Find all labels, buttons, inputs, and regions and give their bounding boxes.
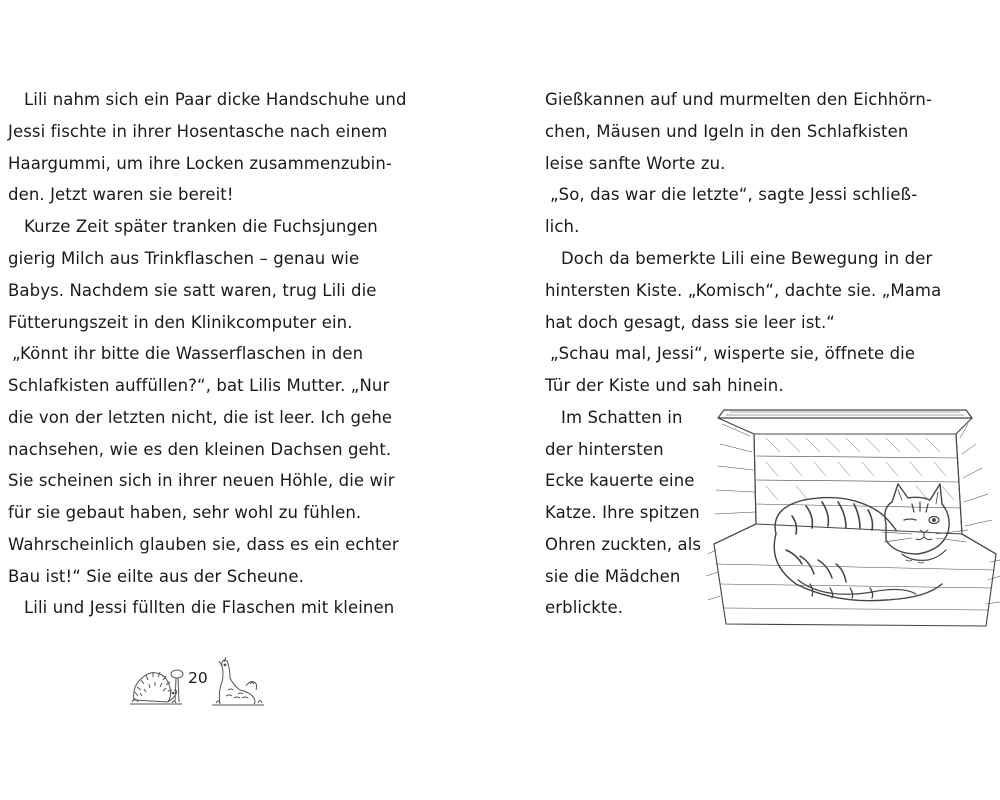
text-line: Im Schatten in: [561, 408, 683, 427]
text-line: für sie gebaut haben, sehr wohl zu fühlen.: [8, 503, 362, 522]
text-line: Doch da bemerkte Lili eine Bewegung in der: [561, 249, 933, 268]
text-line: Schlafkisten auffüllen?“, bat Lilis Mutter. „Nur: [8, 376, 390, 395]
text-line: gierig Milch aus Trinkflaschen – genau wie: [8, 249, 360, 268]
text-line: Tür der Kiste und sah hinein.: [545, 376, 784, 395]
text-line: Wahrscheinlich glauben sie, dass es ein echter: [8, 535, 399, 554]
fawn-icon: [210, 656, 266, 708]
text-line: Sie scheinen sich in ihrer neuen Höhle, die wir: [8, 471, 395, 490]
text-line: Lili und Jessi füllten die Flaschen mit kleinen: [24, 598, 395, 617]
hedgehog-mushroom-icon: [128, 656, 184, 708]
text-line: Jessi fischte in ihrer Hosentasche nach einem: [8, 122, 388, 141]
text-line: lich.: [545, 217, 580, 236]
text-line: den. Jetzt waren sie bereit!: [8, 185, 234, 204]
text-line: Bau ist!“ Sie eilte aus der Scheune.: [8, 567, 304, 586]
text-line: Fütterungszeit in den Klinikcomputer ein.: [8, 313, 353, 332]
text-line: leise sanfte Worte zu.: [545, 154, 726, 173]
text-line: Katze. Ihre spitzen: [545, 503, 700, 522]
text-line: „So, das war die letzte“, sagte Jessi schließ-: [550, 185, 918, 204]
text-line: nachsehen, wie es den kleinen Dachsen geht.: [8, 440, 392, 459]
text-line: sie die Mädchen: [545, 567, 681, 586]
text-line: der hintersten: [545, 440, 664, 459]
text-line: Babys. Nachdem sie satt waren, trug Lili die: [8, 281, 377, 300]
text-line: erblickte.: [545, 598, 624, 617]
text-line: hat doch gesagt, dass sie leer ist.“: [545, 313, 835, 332]
text-line: Haargummi, um ihre Locken zusammenzubin-: [8, 154, 392, 173]
text-line: Lili nahm sich ein Paar dicke Handschuhe und: [24, 90, 407, 109]
text-line: die von der letzten nicht, die ist leer. Ich gehe: [8, 408, 393, 427]
text-line: „Könnt ihr bitte die Wasserflaschen in den: [12, 344, 364, 363]
text-line: „Schau mal, Jessi“, wisperte sie, öffnete die: [550, 344, 916, 363]
right-page: [500, 0, 1000, 800]
cat-in-box-illustration: [706, 404, 1000, 636]
text-line: Kurze Zeit später tranken die Fuchsjungen: [24, 217, 378, 236]
text-line: hintersten Kiste. „Komisch“, dachte sie. „Mama: [545, 281, 942, 300]
page-number: 20: [188, 669, 208, 687]
text-line: Ohren zuckten, als: [545, 535, 702, 554]
text-line: Gießkannen auf und murmelten den Eichhörn-: [545, 90, 932, 109]
text-line: Ecke kauerte eine: [545, 471, 695, 490]
text-line: chen, Mäusen und Igeln in den Schlafkisten: [545, 122, 909, 141]
page-footer: [128, 656, 268, 708]
